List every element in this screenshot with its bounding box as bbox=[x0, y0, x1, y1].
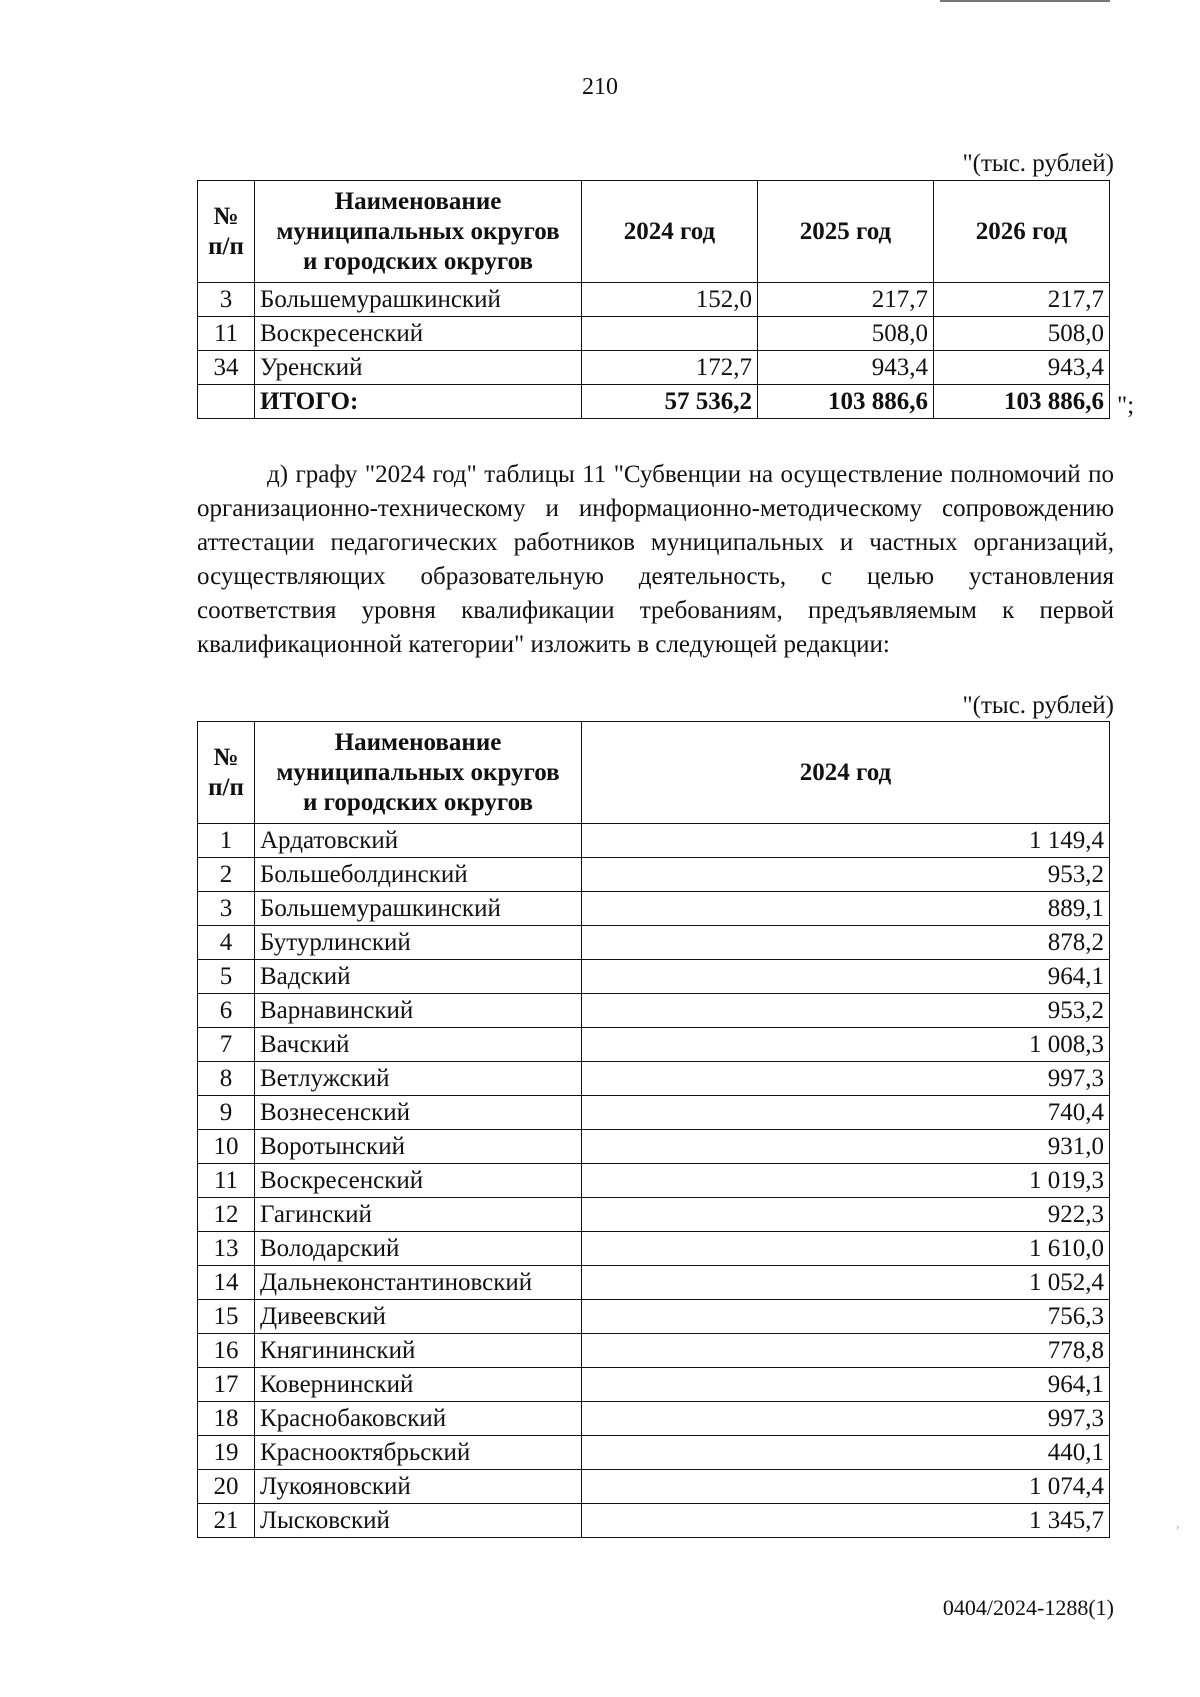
table2-header-name bbox=[255, 722, 582, 824]
table1-header-name bbox=[255, 181, 582, 283]
row-num: 4 bbox=[198, 926, 255, 960]
row-num: 14 bbox=[198, 1266, 255, 1300]
row-name: Княгининский bbox=[255, 1334, 582, 1368]
table1-header-row bbox=[198, 181, 1110, 283]
row-num: 21 bbox=[198, 1504, 255, 1538]
table-row bbox=[198, 1368, 1110, 1402]
row-num: 9 bbox=[198, 1096, 255, 1130]
row-name: Уренский bbox=[255, 351, 582, 385]
table-row bbox=[198, 1096, 1110, 1130]
table-row bbox=[198, 824, 1110, 858]
header-name-line2: муниципальных округов bbox=[276, 217, 560, 245]
row-name: Ковернинский bbox=[255, 1368, 582, 1402]
table-row bbox=[198, 1198, 1110, 1232]
row-name: Гагинский bbox=[255, 1198, 582, 1232]
header-num-line2: п/п bbox=[208, 773, 244, 801]
table-row bbox=[198, 892, 1110, 926]
page-number: 210 bbox=[582, 74, 618, 100]
row-2024: 953,2 bbox=[582, 858, 1110, 892]
table-row bbox=[198, 1334, 1110, 1368]
row-2024: 172,7 bbox=[582, 351, 758, 385]
table1-header-2026: 2026 год bbox=[934, 181, 1110, 283]
table-row bbox=[198, 960, 1110, 994]
row-name: Дальнеконстантиновский bbox=[255, 1266, 582, 1300]
row-2024: 152,0 bbox=[582, 283, 758, 317]
row-2024: 756,3 bbox=[582, 1300, 1110, 1334]
total-num-empty bbox=[198, 385, 255, 419]
table-row bbox=[198, 1164, 1110, 1198]
row-2024: 878,2 bbox=[582, 926, 1110, 960]
row-num: 7 bbox=[198, 1028, 255, 1062]
row-name: Краснобаковский bbox=[255, 1402, 582, 1436]
row-name: Вачский bbox=[255, 1028, 582, 1062]
row-2026: 943,4 bbox=[934, 351, 1110, 385]
row-num: 17 bbox=[198, 1368, 255, 1402]
top-edge-rule bbox=[940, 0, 1110, 2]
row-num: 12 bbox=[198, 1198, 255, 1232]
row-2024: 1 019,3 bbox=[582, 1164, 1110, 1198]
row-num: 3 bbox=[198, 892, 255, 926]
subvention-table-2 bbox=[197, 721, 1110, 1538]
row-2025: 508,0 bbox=[758, 317, 934, 351]
table1-header-num bbox=[198, 181, 255, 283]
row-name: Ардатовский bbox=[255, 824, 582, 858]
header-name-line1: Наименование bbox=[334, 728, 502, 756]
table-row bbox=[198, 1300, 1110, 1334]
row-2024: 922,3 bbox=[582, 1198, 1110, 1232]
table-row bbox=[198, 1130, 1110, 1164]
total-2026: 103 886,6 bbox=[934, 385, 1110, 419]
row-2026: 217,7 bbox=[934, 283, 1110, 317]
table-row bbox=[198, 1062, 1110, 1096]
row-name: Бутурлинский bbox=[255, 926, 582, 960]
row-name: Лысковский bbox=[255, 1504, 582, 1538]
row-2024: 1 008,3 bbox=[582, 1028, 1110, 1062]
row-name: Большемурашкинский bbox=[255, 283, 582, 317]
total-2024: 57 536,2 bbox=[582, 385, 758, 419]
row-num: 34 bbox=[198, 351, 255, 385]
row-name: Володарский bbox=[255, 1232, 582, 1266]
row-num: 5 bbox=[198, 960, 255, 994]
table-row bbox=[198, 1470, 1110, 1504]
row-num: 11 bbox=[198, 1164, 255, 1198]
row-name: Лукояновский bbox=[255, 1470, 582, 1504]
row-num: 20 bbox=[198, 1470, 255, 1504]
table-row bbox=[198, 994, 1110, 1028]
table-row bbox=[198, 1232, 1110, 1266]
row-2024: 997,3 bbox=[582, 1062, 1110, 1096]
table-row bbox=[198, 1436, 1110, 1470]
row-name: Воскресенский bbox=[255, 317, 582, 351]
row-2024: 997,3 bbox=[582, 1402, 1110, 1436]
table2-header-row bbox=[198, 722, 1110, 824]
row-name: Ветлужский bbox=[255, 1062, 582, 1096]
header-num-line1: № bbox=[213, 202, 239, 230]
row-num: 15 bbox=[198, 1300, 255, 1334]
row-num: 1 bbox=[198, 824, 255, 858]
table-row bbox=[198, 317, 1110, 351]
row-num: 11 bbox=[198, 317, 255, 351]
table-row bbox=[198, 1028, 1110, 1062]
table-row bbox=[198, 351, 1110, 385]
table-row bbox=[198, 1402, 1110, 1436]
amendment-paragraph: д) графу "2024 год" таблицы 11 "Субвенции на осуществление полномочий по организационно-техническому и информационно-методическому сопровождению аттестации педагогических работников муниципальных и частных организаций, осуществляющих образовательную деятельность, с целью установления соответствия уровня квалификации требованиям, предъявляемым к первой квалификационной категории" изложить в следующей редакции: bbox=[197, 461, 1114, 658]
row-name: Воротынский bbox=[255, 1130, 582, 1164]
row-num: 18 bbox=[198, 1402, 255, 1436]
unit-label-table2: "(тыс. рублей) bbox=[962, 692, 1114, 719]
row-2024: 1 074,4 bbox=[582, 1470, 1110, 1504]
table2-header-num bbox=[198, 722, 255, 824]
total-2025: 103 886,6 bbox=[758, 385, 934, 419]
row-2024: 931,0 bbox=[582, 1130, 1110, 1164]
subvention-table-1 bbox=[197, 180, 1110, 419]
table1-header-2025: 2025 год bbox=[758, 181, 934, 283]
unit-label-table1: "(тыс. рублей) bbox=[962, 150, 1114, 177]
row-2026: 508,0 bbox=[934, 317, 1110, 351]
row-name: Варнавинский bbox=[255, 994, 582, 1028]
row-2024: 964,1 bbox=[582, 960, 1110, 994]
row-num: 16 bbox=[198, 1334, 255, 1368]
row-2025: 217,7 bbox=[758, 283, 934, 317]
row-name: Большемурашкинский bbox=[255, 892, 582, 926]
row-2024: 1 052,4 bbox=[582, 1266, 1110, 1300]
row-2024: 1 345,7 bbox=[582, 1504, 1110, 1538]
row-2024: 778,8 bbox=[582, 1334, 1110, 1368]
row-2024: 953,2 bbox=[582, 994, 1110, 1028]
row-2025: 943,4 bbox=[758, 351, 934, 385]
row-name: Воскресенский bbox=[255, 1164, 582, 1198]
header-name-line3: и городских округов bbox=[303, 247, 533, 275]
header-num-line1: № bbox=[213, 743, 239, 771]
row-num: 8 bbox=[198, 1062, 255, 1096]
row-num: 2 bbox=[198, 858, 255, 892]
row-name: Краснооктябрьский bbox=[255, 1436, 582, 1470]
document-code: 0404/2024-1288(1) bbox=[942, 1595, 1114, 1620]
scan-edge-mark: › bbox=[1176, 1522, 1180, 1533]
row-num: 6 bbox=[198, 994, 255, 1028]
table1-header-2024: 2024 год bbox=[582, 181, 758, 283]
row-name: Большеболдинский bbox=[255, 858, 582, 892]
row-2024: 1 149,4 bbox=[582, 824, 1110, 858]
row-name: Вознесенский bbox=[255, 1096, 582, 1130]
row-2024: 889,1 bbox=[582, 892, 1110, 926]
header-name-line2: муниципальных округов bbox=[276, 758, 560, 786]
row-num: 3 bbox=[198, 283, 255, 317]
table-row bbox=[198, 858, 1110, 892]
row-2024: 440,1 bbox=[582, 1436, 1110, 1470]
table1-close-mark: "; bbox=[1117, 392, 1135, 419]
header-num-line2: п/п bbox=[208, 232, 244, 260]
table-row bbox=[198, 1504, 1110, 1538]
row-2024: 964,1 bbox=[582, 1368, 1110, 1402]
table2-header-2024: 2024 год bbox=[582, 722, 1110, 824]
header-name-line3: и городских округов bbox=[303, 788, 533, 816]
row-2024: 740,4 bbox=[582, 1096, 1110, 1130]
table1-total-row bbox=[198, 385, 1110, 419]
row-name: Дивеевский bbox=[255, 1300, 582, 1334]
row-2024: 1 610,0 bbox=[582, 1232, 1110, 1266]
row-2024 bbox=[582, 317, 758, 351]
header-name-line1: Наименование bbox=[334, 187, 502, 215]
row-name: Вадский bbox=[255, 960, 582, 994]
table-row bbox=[198, 1266, 1110, 1300]
total-label: ИТОГО: bbox=[255, 385, 582, 419]
row-num: 19 bbox=[198, 1436, 255, 1470]
row-num: 13 bbox=[198, 1232, 255, 1266]
table-row bbox=[198, 926, 1110, 960]
table-row bbox=[198, 283, 1110, 317]
row-num: 10 bbox=[198, 1130, 255, 1164]
